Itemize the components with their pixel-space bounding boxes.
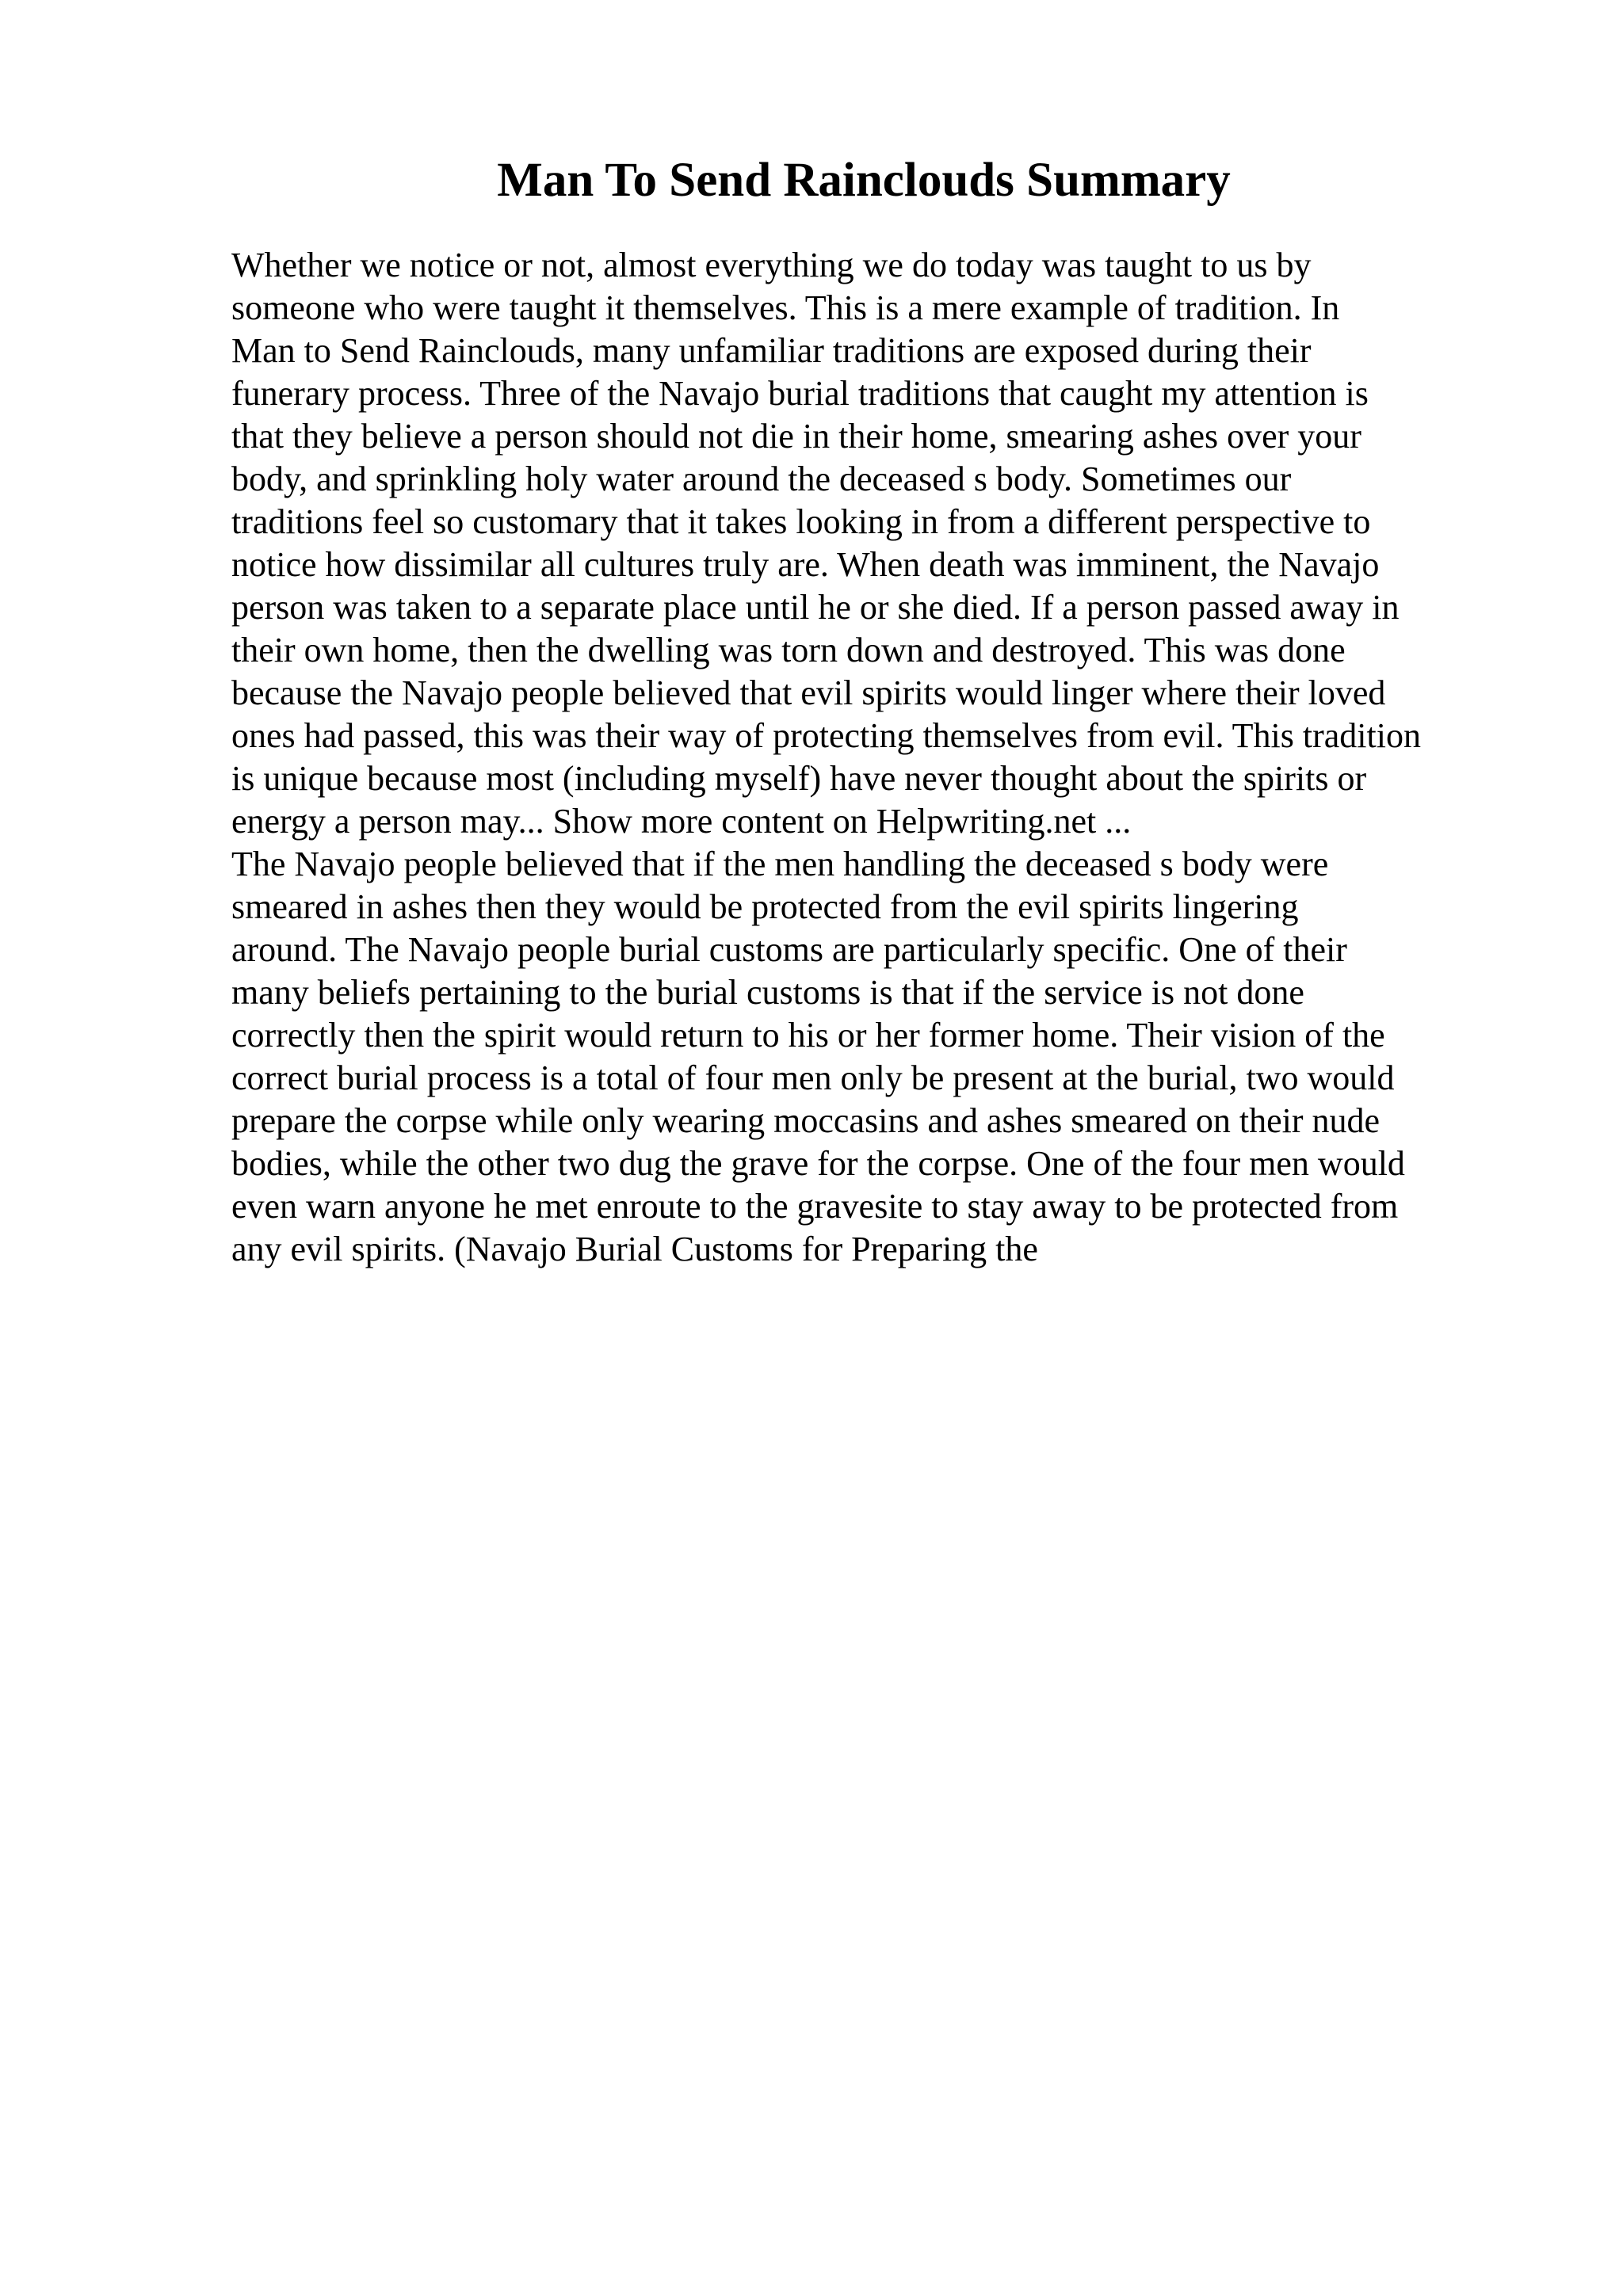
document-title: Man To Send Rainclouds Summary (497, 154, 1231, 207)
body-line: The Navajo people believed that if the men handling the deceased s body were (231, 845, 1329, 883)
body-line: is unique because most (including myself) have never thought about the spirits or (231, 759, 1367, 798)
body-line: smeared in ashes then they would be protected from the evil spirits lingering (231, 887, 1299, 926)
document-body (231, 244, 1515, 1271)
body-line: around. The Navajo people burial customs are particularly specific. One of their (231, 930, 1347, 969)
body-line: that they believe a person should not die in their home, smearing ashes over your (231, 417, 1361, 456)
body-line: Man to Send Rainclouds, many unfamiliar traditions are exposed during their (231, 331, 1312, 370)
body-line: even warn anyone he met enroute to the gravesite to stay away to be protected from (231, 1187, 1399, 1226)
body-line: their own home, then the dwelling was torn down and destroyed. This was done (231, 631, 1346, 669)
body-line: funerary process. Three of the Navajo burial traditions that caught my attention is (231, 374, 1369, 413)
body-line: many beliefs pertaining to the burial customs is that if the service is not done (231, 973, 1304, 1012)
body-line: Whether we notice or not, almost everything we do today was taught to us by (231, 246, 1312, 284)
body-line: notice how dissimilar all cultures truly are. When death was imminent, the Navajo (231, 545, 1380, 584)
body-line: ones had passed, this was their way of protecting themselves from evil. This tradition (231, 716, 1421, 755)
body-line: traditions feel so customary that it takes looking in from a different perspective to (231, 502, 1371, 541)
body-line: someone who were taught it themselves. This is a mere example of tradition. In (231, 288, 1340, 327)
body-line: correct burial process is a total of four men only be present at the burial, two would (231, 1058, 1395, 1097)
body-line: energy a person may... Show more content on Helpwriting.net ... (231, 802, 1132, 841)
body-line: prepare the corpse while only wearing moccasins and ashes smeared on their nude (231, 1101, 1381, 1140)
body-line: bodies, while the other two dug the grave for the corpse. One of the four men would (231, 1144, 1405, 1183)
body-line: because the Navajo people believed that evil spirits would linger where their loved (231, 673, 1386, 712)
body-line: any evil spirits. (Navajo Burial Customs for Preparing the (231, 1230, 1038, 1268)
body-line: correctly then the spirit would return to his or her former home. Their vision of the (231, 1016, 1385, 1055)
body-line: person was taken to a separate place until he or she died. If a person passed away in (231, 588, 1400, 627)
body-line: body, and sprinkling holy water around the deceased s body. Sometimes our (231, 460, 1292, 498)
